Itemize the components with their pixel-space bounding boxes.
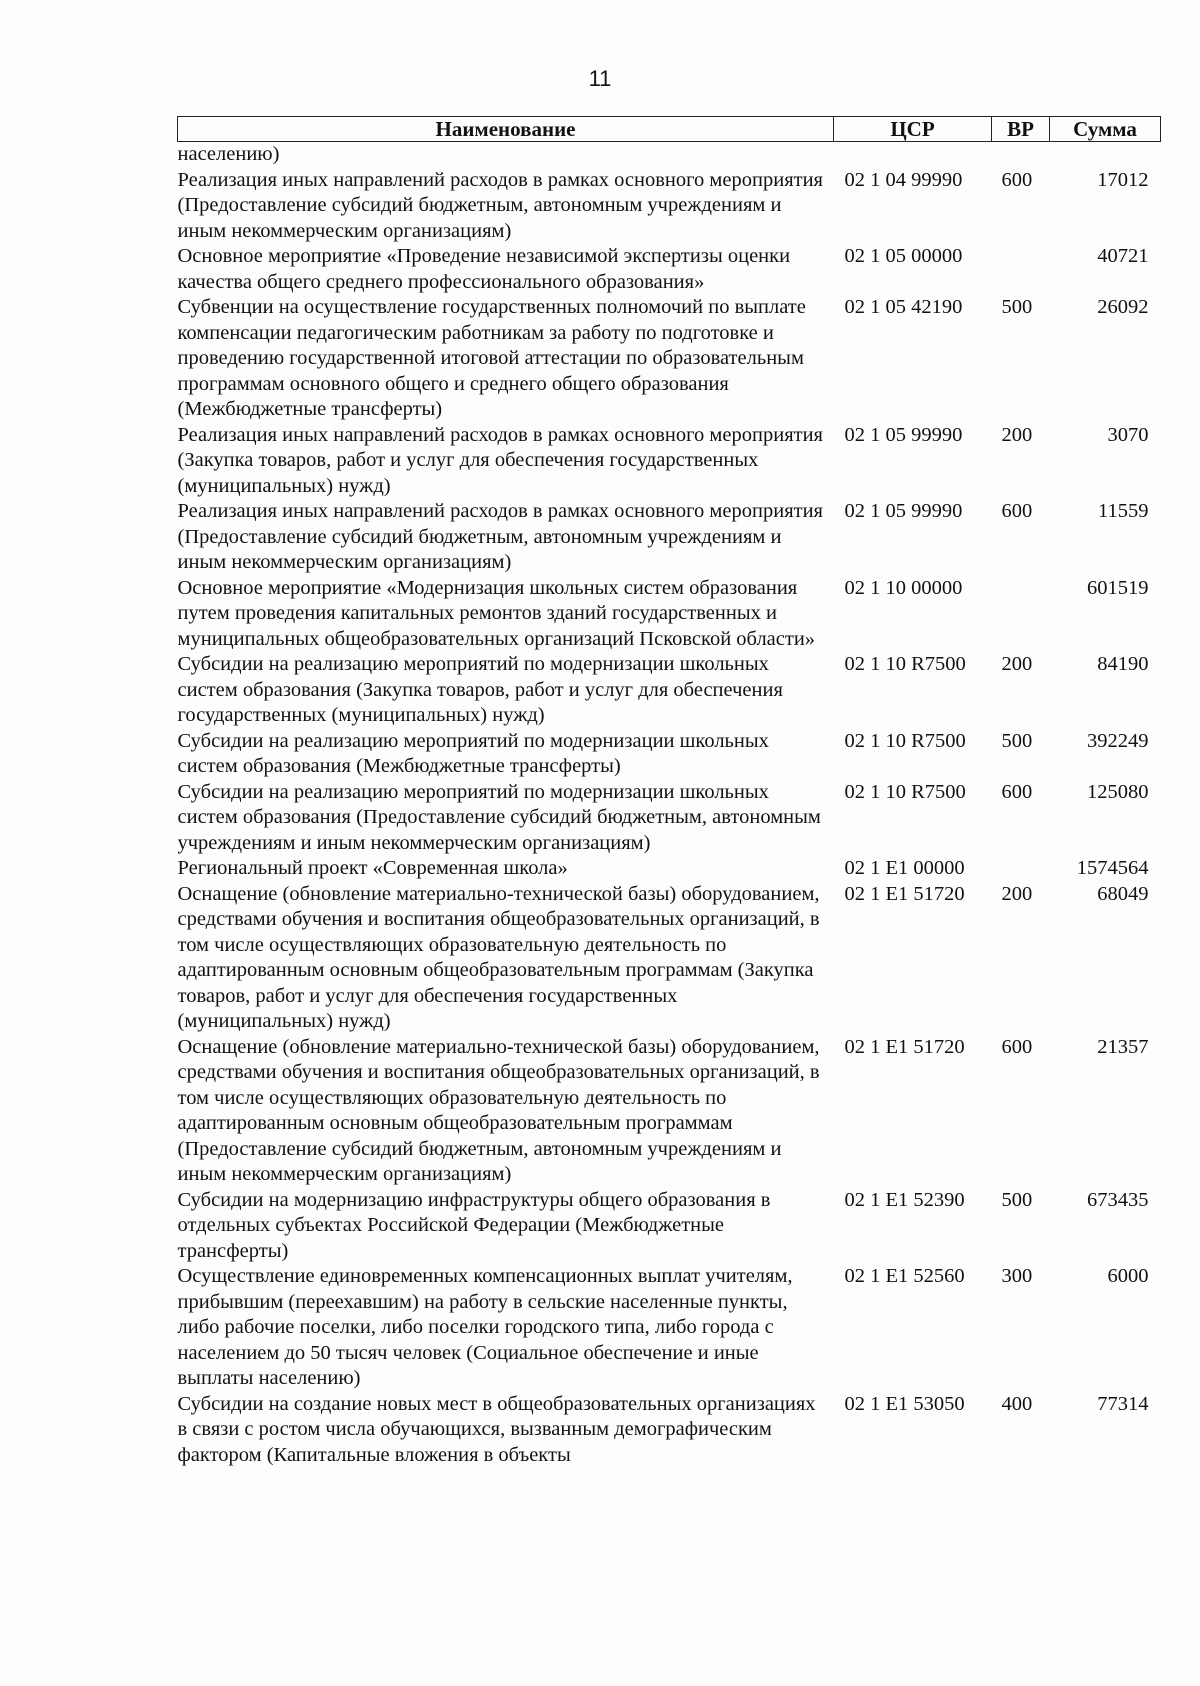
budget-table — [177, 116, 1161, 1468]
cell-sum: 6000 — [1107, 1265, 1149, 1287]
cell-sum: 17012 — [1097, 168, 1149, 191]
cell-name: Субсидии на реализацию мероприятий по модернизации школьных систем образования (Межбюджетные трансферты) — [177, 729, 769, 777]
table-row — [178, 1264, 1161, 1392]
table-row — [178, 1392, 1161, 1469]
cell-name: Основное мероприятие «Проведение независимой экспертизы оценки качества общего среднего профессионального образования» — [177, 245, 791, 293]
cell-vr: 400 — [1001, 1392, 1033, 1415]
table-row — [178, 423, 1161, 500]
table-header-row — [178, 117, 1161, 142]
table-row — [178, 244, 1161, 295]
cell-vr: 600 — [1001, 780, 1033, 803]
cell-vr: 300 — [1001, 1265, 1033, 1287]
cell-csr: 02 1 10 R7500 — [844, 653, 966, 675]
page-number: 11 — [588, 66, 612, 91]
table-row — [178, 295, 1161, 423]
cell-csr: 02 1 E1 52390 — [844, 1188, 965, 1211]
cell-sum: 601519 — [1087, 576, 1149, 599]
table-row — [178, 652, 1161, 729]
cell-sum: 68049 — [1097, 882, 1149, 905]
cell-vr — [992, 244, 1050, 295]
cell-name: Основное мероприятие «Модернизация школьных систем образования путем проведения капитальных ремонтов зданий государственных и муниципальных общеобразовательных организаций Псковской области» — [177, 576, 816, 650]
table-body — [178, 142, 1161, 1469]
cell-vr: 200 — [1001, 882, 1033, 905]
table-row — [178, 1188, 1161, 1265]
cell-sum: 84190 — [1097, 653, 1149, 675]
cell-name: Субвенции на осуществление государственных полномочий по выплате компенсации педагогическим работникам за работу по подготовке и проведению государственной итоговой аттестации по образовательным программам основного общего и среднего общего образования (Межбюджетные трансферты) — [177, 296, 806, 420]
cell-csr: 02 1 E1 51720 — [844, 882, 965, 905]
table-row — [178, 780, 1161, 857]
cell-vr: 200 — [1001, 423, 1033, 446]
cell-csr: 02 1 E1 53050 — [844, 1392, 965, 1415]
header-csr: ЦСР — [834, 117, 992, 142]
cell-sum: 77314 — [1097, 1392, 1149, 1415]
table-row — [178, 856, 1161, 882]
cell-csr: 02 1 10 00000 — [844, 576, 963, 599]
cell-csr: 02 1 05 42190 — [844, 296, 963, 318]
header-vr: ВР — [992, 117, 1050, 142]
cell-vr: 600 — [1001, 1035, 1033, 1058]
cell-vr: 600 — [1001, 500, 1033, 522]
cell-sum: 673435 — [1087, 1188, 1149, 1211]
cell-csr: 02 1 05 00000 — [844, 245, 963, 267]
cell-csr — [834, 142, 992, 168]
cell-sum: 3070 — [1107, 423, 1149, 446]
table-row — [178, 1035, 1161, 1188]
cell-csr: 02 1 10 R7500 — [844, 780, 966, 803]
cell-csr: 02 1 E1 52560 — [844, 1265, 965, 1287]
cell-name: Субсидии на реализацию мероприятий по модернизации школьных систем образования (Предоставление субсидий бюджетным, автономным учреждениям и иным некоммерческим организациям) — [177, 780, 821, 854]
cell-name: Оснащение (обновление материально-технической базы) оборудованием, средствами обучения и воспитания общеобразовательных организаций, в том числе осуществляющих образовательную деятельность по адаптированным основным общеобразовательным программам (Предоставление субсидий бюджетным, автономным учреждениям и иным некоммерческим организациям) — [177, 1035, 820, 1185]
cell-name: Реализация иных направлений расходов в рамках основного мероприятия (Закупка товаров, работ и услуг для обеспечения государственных (муниципальных) нужд) — [177, 423, 823, 497]
cell-csr: 02 1 10 R7500 — [844, 729, 966, 752]
cell-sum: 21357 — [1097, 1035, 1149, 1058]
cell-csr: 02 1 E1 51720 — [844, 1035, 965, 1058]
cell-name: Реализация иных направлений расходов в рамках основного мероприятия (Предоставление субсидий бюджетным, автономным учреждениям и иным некоммерческим организациям) — [177, 168, 823, 242]
cell-sum: 26092 — [1097, 296, 1149, 318]
cell-csr: 02 1 E1 00000 — [844, 857, 965, 879]
cell-vr: 500 — [1001, 1188, 1033, 1211]
table-row — [178, 168, 1161, 245]
cell-sum: 392249 — [1087, 729, 1149, 752]
cell-vr — [992, 576, 1050, 653]
table-row — [178, 142, 1161, 168]
cell-sum: 125080 — [1087, 780, 1149, 803]
table-row — [178, 729, 1161, 780]
cell-vr: 600 — [1001, 168, 1033, 191]
cell-name: Осуществление единовременных компенсационных выплат учителям, прибывшим (переехавшим) на работу в сельские населенные пункты, либо рабочие поселки, либо поселки городского типа, либо города с населением до 50 тысяч человек (Социальное обеспечение и иные выплаты населению) — [177, 1265, 793, 1389]
cell-vr — [992, 856, 1050, 882]
cell-name: Субсидии на модернизацию инфраструктуры общего образования в отдельных субъектах Российской Федерации (Межбюджетные трансферты) — [177, 1188, 771, 1262]
cell-csr: 02 1 05 99990 — [844, 423, 963, 446]
cell-name: Субсидии на реализацию мероприятий по модернизации школьных систем образования (Закупка товаров, работ и услуг для обеспечения государственных (муниципальных) нужд) — [177, 653, 783, 726]
cell-vr — [992, 142, 1050, 168]
cell-csr: 02 1 05 99990 — [844, 500, 963, 522]
cell-name: Региональный проект «Современная школа» — [177, 857, 568, 879]
cell-sum: 1574564 — [1076, 857, 1149, 879]
cell-name: Реализация иных направлений расходов в рамках основного мероприятия (Предоставление субсидий бюджетным, автономным учреждениям и иным некоммерческим организациям) — [177, 500, 823, 573]
cell-vr: 500 — [1001, 729, 1033, 752]
header-name: Наименование — [178, 117, 834, 142]
cell-sum — [1050, 142, 1161, 168]
header-sum: Сумма — [1050, 117, 1161, 142]
cell-vr: 500 — [1001, 296, 1033, 318]
cell-sum: 40721 — [1097, 245, 1149, 267]
table-row — [178, 499, 1161, 576]
table-row — [178, 882, 1161, 1035]
table-row — [178, 576, 1161, 653]
cell-name: Субсидии на создание новых мест в общеобразовательных организациях в связи с ростом числа обучающихся, вызванным демографическим фактором (Капитальные вложения в объекты — [177, 1392, 816, 1466]
cell-csr: 02 1 04 99990 — [844, 168, 963, 191]
cell-vr: 200 — [1001, 653, 1033, 675]
cell-name: населению) — [177, 143, 280, 165]
cell-sum: 11559 — [1098, 500, 1149, 522]
cell-name: Оснащение (обновление материально-технической базы) оборудованием, средствами обучения и воспитания общеобразовательных организаций, в том числе осуществляющих образовательную деятельность по адаптированным основным общеобразовательным программам (Закупка товаров, работ и услуг для обеспечения государственных (муниципальных) нужд) — [177, 882, 820, 1032]
